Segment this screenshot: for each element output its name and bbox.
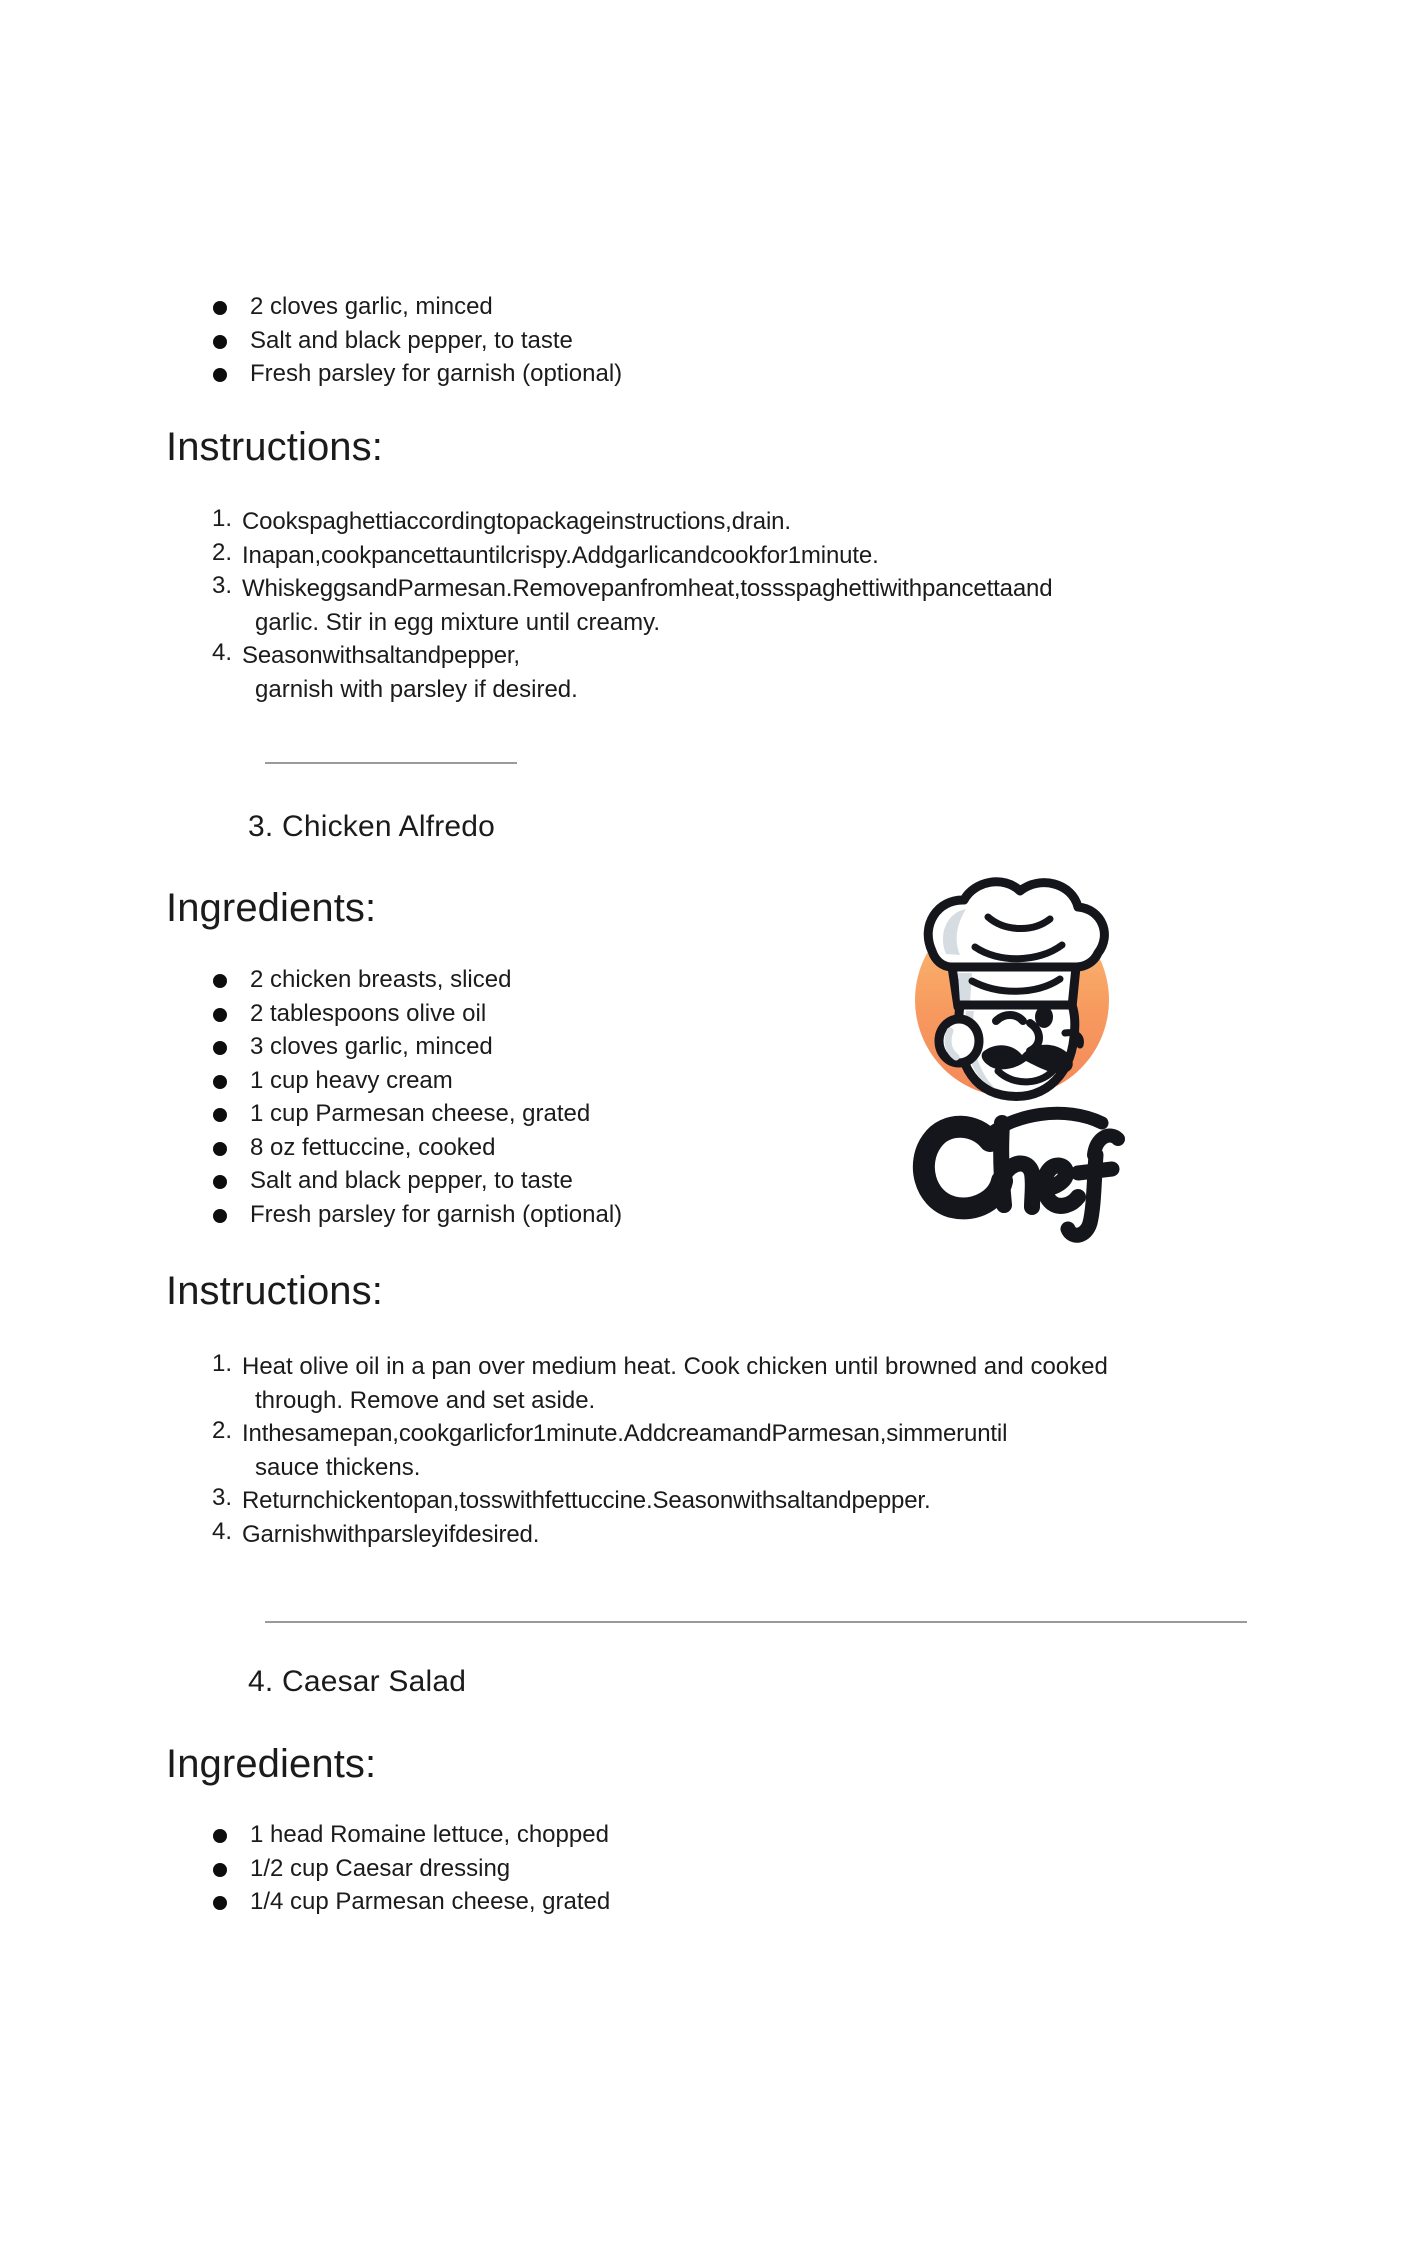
step-text: Seasonwithsaltandpepper,	[242, 642, 520, 669]
ingredient-item	[212, 1852, 610, 1886]
ingredients-list-alfredo	[212, 963, 622, 1231]
ingredient-label: 8 oz fettuccine, cooked	[250, 1133, 496, 1161]
step-number: 2.	[211, 538, 232, 566]
chef-face-icon	[939, 1005, 1080, 1097]
ingredient-item	[212, 324, 622, 358]
bullet-icon	[213, 301, 227, 315]
ingredient-item	[212, 1198, 622, 1232]
ingredient-label: 1 cup heavy cream	[250, 1066, 453, 1094]
ingredient-label: 1/2 cup Caesar dressing	[250, 1854, 511, 1882]
ingredient-item	[212, 1030, 622, 1064]
step-text: Inthesamepan,cookgarlicfor1minute.AddcreamandParmesan,simmeruntil	[242, 1420, 1008, 1447]
bullet-icon	[213, 1829, 227, 1843]
ingredient-item	[212, 1097, 622, 1131]
logo-wordmark-chef	[924, 1113, 1118, 1235]
ingredient-label: Fresh parsley for garnish (optional)	[250, 1200, 623, 1228]
ingredients-heading-alfredo: Ingredients:	[166, 886, 377, 930]
step-text-continued: garnish with parsley if desired.	[255, 675, 578, 703]
ingredient-item	[212, 997, 622, 1031]
step-text: Inapan,cookpancettauntilcrispy.Addgarlicandcookfor1minute.	[242, 541, 879, 569]
step-text-continued: through. Remove and set aside.	[255, 1386, 596, 1414]
instructions-heading-carbonara: Instructions:	[166, 425, 383, 469]
ingredient-item	[212, 290, 622, 324]
bullet-icon	[213, 1863, 227, 1877]
recipe-title-caesar-salad: 4. Caesar Salad	[248, 1665, 467, 1698]
instruction-step	[200, 1518, 1108, 1552]
step-text-continued: garlic. Stir in egg mixture until creamy.	[255, 608, 661, 636]
instruction-step	[200, 639, 1052, 706]
instruction-step	[200, 539, 1052, 573]
step-number: 1.	[211, 505, 232, 532]
bullet-icon	[213, 1896, 227, 1910]
instructions-heading-alfredo: Instructions:	[166, 1269, 383, 1313]
ingredient-item	[212, 1131, 622, 1165]
instruction-step	[200, 1484, 1108, 1518]
ingredient-label: Salt and black pepper, to taste	[250, 326, 573, 354]
ingredient-label: Salt and black pepper, to taste	[250, 1167, 573, 1194]
instruction-step	[200, 1417, 1108, 1484]
step-text: Cookspaghettiaccordingtopackageinstructions,drain.	[242, 508, 791, 535]
instruction-step	[200, 1350, 1108, 1417]
bullet-icon	[213, 1108, 227, 1122]
ingredients-list-carbonara	[212, 290, 622, 391]
ingredient-item	[212, 1064, 622, 1098]
instructions-list-alfredo	[200, 1350, 1108, 1551]
ingredient-label: 2 chicken breasts, sliced	[250, 966, 512, 993]
ingredient-item	[212, 1164, 622, 1198]
step-text-continued: sauce thickens.	[255, 1453, 421, 1481]
ingredient-label: 3 cloves garlic, minced	[250, 1033, 493, 1060]
ingredient-label: Fresh parsley for garnish (optional)	[250, 360, 623, 387]
ingredients-heading-caesar: Ingredients:	[166, 1742, 377, 1786]
ingredient-item	[212, 1885, 610, 1919]
ingredient-label: 2 cloves garlic, minced	[250, 293, 493, 320]
bullet-icon	[213, 1175, 227, 1189]
instructions-list-carbonara	[200, 505, 1052, 706]
section-divider-2	[265, 1621, 1247, 1623]
ingredient-label: 1 cup Parmesan cheese, grated	[250, 1100, 591, 1127]
step-number: 1.	[211, 1350, 232, 1377]
step-text: WhiskeggsandParmesan.Removepanfromheat,tossspaghettiwithpancettaand	[242, 575, 1053, 602]
step-number: 3.	[211, 1484, 232, 1511]
step-text: Heat olive oil in a pan over medium heat. Cook chicken until browned and cooked	[242, 1353, 1108, 1380]
step-number: 2.	[211, 1417, 232, 1444]
bullet-icon	[213, 1209, 227, 1223]
step-text: Returnchickentopan,tosswithfettuccine.Seasonwithsaltandpepper.	[242, 1487, 931, 1514]
instruction-step	[200, 505, 1052, 539]
bullet-icon	[213, 368, 227, 382]
bullet-icon	[213, 335, 227, 349]
bullet-icon	[213, 974, 227, 988]
bullet-icon	[213, 1041, 227, 1055]
ingredient-item	[212, 357, 622, 391]
chef-mascot-logo	[880, 855, 1130, 1245]
ingredient-label: 2 tablespoons olive oil	[250, 999, 487, 1027]
bullet-icon	[213, 1142, 227, 1156]
ingredients-list-caesar	[212, 1818, 610, 1919]
step-text: Garnishwithparsleyifdesired.	[242, 1520, 540, 1548]
section-divider-1	[265, 762, 517, 764]
recipe-title-chicken-alfredo: 3. Chicken Alfredo	[248, 810, 496, 843]
instruction-step	[200, 572, 1052, 639]
step-number: 4.	[211, 639, 232, 666]
step-number: 3.	[211, 572, 232, 599]
ingredient-label: 1/4 cup Parmesan cheese, grated	[250, 1888, 611, 1915]
ingredient-label: 1 head Romaine lettuce, chopped	[250, 1821, 609, 1848]
ingredient-item	[212, 963, 622, 997]
bullet-icon	[213, 1075, 227, 1089]
step-number: 4.	[211, 1517, 232, 1545]
chef-hat-icon	[928, 882, 1104, 1007]
ingredient-item	[212, 1818, 610, 1852]
bullet-icon	[213, 1008, 227, 1022]
